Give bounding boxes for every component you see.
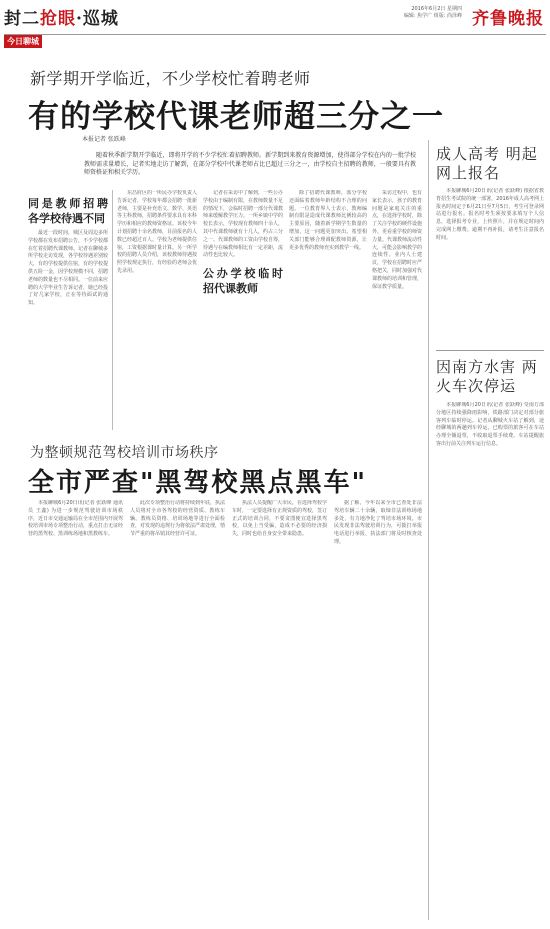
section-header [4, 4, 119, 48]
channel-name: 巡城 [82, 9, 119, 29]
brand-logo: 齐鲁晚报 [472, 9, 544, 29]
lead-column-4-text: 除了招聘代课教师，部分学校还面临着教师年龄结构不合理的问题。一位教育界人士表示，教师编制有限是造成代课教师比例较高的主要原因，随着新学期学生数量的增加，这一问题更加突出。希望相关部门能够合理调配教师资源，让更多优秀的教师充实到教学一线。 [289, 190, 367, 251]
second-column-3 [232, 500, 327, 620]
section-name: 封二 [4, 9, 40, 29]
second-column-4-text: 据了解，今年以来全市已查处非法驾培车辆二十余辆，取缔非法训练场地多处，有力地净化了驾培市场环境。市民发现非法驾驶培训行为，可拨打举报电话进行举报，执法部门将及时核查处理。 [334, 500, 422, 545]
issue-tag: 今日聊城 [4, 35, 42, 48]
second-column-3-text: 执法人员提醒广大市民，在选择驾校学车时，一定要选择有正规资质的驾校，签订正式的培训合同，不要贪图便宜选择黑驾校，以免上当受骗，造成不必要的经济损失，同时也给自身安全带来隐患。 [232, 500, 327, 538]
lead-byline: 本报记者 张跃峰 [82, 136, 126, 143]
lead-column-3-text: 记者在采访中了解到，一些公办学校由于编制有限，在教师数量不足的情况下，会临时招聘一部分代课教师来缓解教学压力。一所乡镇中学的校长表示，学校现有教师四十余人，其中代课教师就有十几人，约占三分之一。代课教师的工资由学校自筹，待遇与在编教师相比有一定差距，流动性也比较大。 [203, 190, 283, 259]
lead-subhead-1: 同是教师招聘 各学校待遇不同 [28, 197, 108, 225]
date-line: 2016年6月2日 星期四 [411, 6, 462, 12]
header-divider [4, 34, 546, 35]
second-headline: 全市严查"黑驾校黑点黑车" [28, 468, 368, 498]
lead-headline: 有的学校代课老师超三分之一 [28, 99, 444, 135]
second-column-1-text: 本报聊城6月20日讯(记者 张跃峰 通讯员 王鑫) 为进一步规范驾驶培训市场秩序，近日市交通运输局在全市范围内开展驾校培训市场专项整治行动，重点打击无证经营的黑驾校、黑训练场地和黑教练车。 [28, 500, 123, 538]
sidebar-story-1-text: 本报聊城6月20日讯(记者 张跃峰) 根据省教育招生考试院的统一部署，2016年成人高考网上报名时间定于6月21日至7月5日，考生可登录网站进行报名。报名时考生须按要求填写个人信息，选择报考专业，上传照片，并在规定时间内完成网上缴费。逾期不再补报，请考生注意报名时间。 [436, 188, 544, 241]
second-column-2 [130, 500, 225, 620]
lead-column-2-text: 东昌府区的一所民办学校负责人告诉记者，学校每年都会招聘一批新老师，主要是补充语文、数学、英语等主科教师，招聘条件要求具有本科学历和相应的教师资格证。该校今年计划招聘十余名教师，目前报名的人数已经超过百人。学校为老师提供住宿，工资根据课时量计算。另一所学校的招聘人员介绍，该校教师待遇按照学校规定执行，有经验的老师会优先录用。 [117, 190, 197, 274]
second-column-4 [334, 500, 422, 620]
lead-column-4 [289, 190, 367, 430]
channel-red: 抢眼 [40, 9, 76, 29]
second-column-2-text: 此次专项整治行动将持续到年底，执法人员将对全市各驾校的经营资质、教练车辆、教练员资格、培训场地等进行全面检查，对发现的违规行为将依法严肃处理，情节严重的将吊销其经营许可证。 [130, 500, 225, 538]
lead-paragraph: 随着秋季新学期开学临近，即将开学的不少学校忙着招聘教师。新学期到来教育资源增加，使得部分学校在内的一批学校教师需求量增长，记者实地走访了解到，在部分学校中代课老师占比已超过三分之一，由学校自主招聘的教师，一般要具有教师资格证和相关学历。 [84, 152, 416, 176]
lead-subhead-2: 公办学校临时 招代课教师 [203, 267, 283, 296]
section-title [4, 4, 119, 29]
sidebar-story-2-body [436, 402, 544, 902]
sidebar-story-2-text: 本报聊城6月20日讯(记者 张跃峰) 受南方部分地区持续强降雨影响，铁路部门决定对部分旅客列车临时停运。记者从聊城火车站了解到，途经聊城的两趟列车停运，已购票的旅客可在车站办理全额退票，不收取退票手续费。车站提醒旅客出行前关注列车运行信息。 [436, 402, 544, 447]
column-divider [112, 190, 113, 430]
sidebar-story-1-body [436, 188, 544, 343]
lead-column-3 [203, 190, 283, 430]
second-kicker: 为整顿规范驾校培训市场秩序 [30, 445, 219, 461]
sidebar-rule [436, 350, 544, 351]
lead-column-2 [117, 190, 197, 430]
editor-line: 编辑: 焦学广 组版: 尚泽峰 [403, 13, 462, 19]
lead-kicker: 新学期开学临近，不少学校忙着聘老师 [30, 69, 311, 88]
lead-column-5-text: 采访过程中，也有家长表示，孩子的教育问题是家庭关注的重点，在选择学校时，除了关注学校的硬件设施外，更看重学校的师资力量。代课教师流动性大，可能会影响教学的连续性。业内人士建议，学校在招聘时应严格把关，同时加强对代课教师的培训和管理，保证教学质量。 [372, 190, 422, 290]
lead-column-5 [372, 190, 422, 430]
meta-block [404, 6, 462, 20]
lead-column-1-text: 最近一段时间，城区及周边多所学校都在发布招聘公告，不少学校都在忙着招聘代课教师。记者在聊城多所学校走访发现，各学校待遇差别较大，有的学校提供住宿，有的学校提供五险一金，因学校规模不同，招聘老师的数量也不尽相同。一位前来应聘的大学毕业生告诉记者，她已经投了好几家学校，正在等待面试的通知。 [28, 230, 108, 307]
channel-sep: · [76, 9, 83, 29]
sidebar-divider [428, 140, 429, 920]
sidebar-story-2-title: 因南方水害 两火车次停运 [436, 358, 538, 395]
sidebar-story-1-title: 成人高考 明起网上报名 [436, 145, 538, 182]
second-column-1 [28, 500, 123, 620]
lead-column-1 [28, 190, 108, 430]
